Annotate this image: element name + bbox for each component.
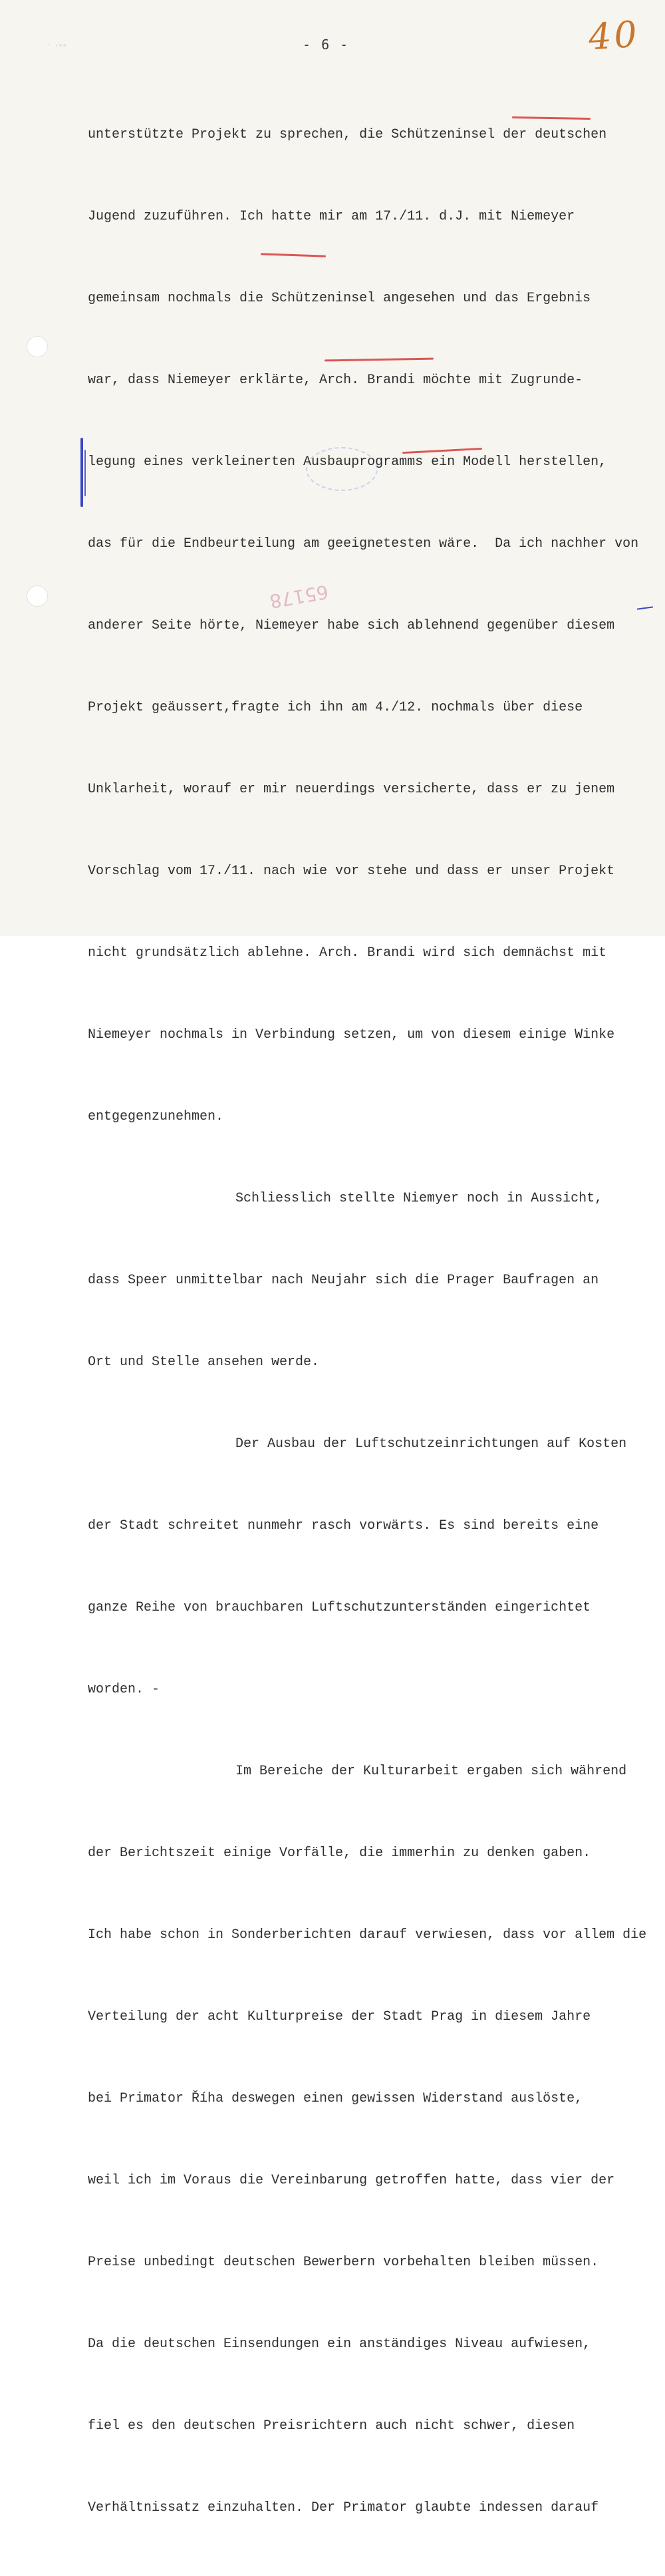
- text-line: bei Primator Říha deswegen einen gewissen Widerstand auslöste,: [88, 2091, 583, 2106]
- text-line: worden. -: [88, 1682, 160, 1697]
- text-line: Vorschlag vom 17./11. nach wie vor stehe und dass er unser Projekt: [88, 864, 615, 879]
- text-line: Verhältnissatz einzuhalten. Der Primator glaubte indessen darauf: [88, 2500, 599, 2515]
- stamp-number: 65178: [267, 580, 331, 613]
- text-line: Verteilung der acht Kulturpreise der Stadt Prag in diesem Jahre: [88, 2009, 591, 2024]
- text-line: entgegenzunehmen.: [88, 1109, 224, 1124]
- text-line: Unklarheit, worauf er mir neuerdings versicherte, dass er zu jenem: [88, 782, 615, 797]
- text-line-indented: Im Bereiche der Kulturarbeit ergaben sich während: [235, 1764, 627, 1779]
- text-line: Projekt geäussert,fragte ich ihn am 4./12. nochmals über diese: [88, 700, 583, 715]
- text-line: Da die deutschen Einsendungen ein anständiges Niveau aufwiesen,: [88, 2336, 591, 2352]
- blue-margin-mark: [80, 438, 83, 507]
- punch-hole-top: [27, 336, 48, 357]
- text-line: legung eines verkleinerten Ausbauprogramms ein Modell herstellen,: [88, 454, 607, 470]
- text-line-indented: Der Ausbau der Luftschutzeinrichtungen auf Kosten: [235, 1436, 627, 1452]
- text-line: Ich habe schon in Sonderberichten darauf verwiesen, dass vor allem die: [88, 1927, 647, 1943]
- text-line: unterstützte Projekt zu sprechen, die Schützeninsel der deutschen: [88, 127, 607, 142]
- text-line: gemeinsam nochmals die Schützeninsel angesehen und das Ergebnis: [88, 291, 591, 306]
- folio-number: 40: [587, 13, 641, 59]
- text-line-indented: Schliesslich stellte Niemyer noch in Aussicht,: [235, 1191, 603, 1206]
- text-line: anderer Seite hörte, Niemeyer habe sich ablehnend gegenüber diesem: [88, 618, 615, 633]
- text-line: Preise unbedingt deutschen Bewerbern vorbehalten bleiben müssen.: [88, 2255, 599, 2270]
- text-line: Jugend zuzuführen. Ich hatte mir am 17./11. d.J. mit Niemeyer: [88, 209, 575, 224]
- page-number: - 6 -: [303, 37, 350, 53]
- text-line: der Stadt schreitet nunmehr rasch vorwärts. Es sind bereits eine: [88, 1518, 599, 1533]
- text-line: der Berichtszeit einige Vorfälle, die immerhin zu denken gaben.: [88, 1846, 591, 1861]
- blue-margin-mark-secondary: [84, 450, 86, 496]
- text-line: fiel es den deutschen Preisrichtern auch nicht schwer, diesen: [88, 2418, 575, 2434]
- text-line: Ort und Stelle ansehen werde.: [88, 1355, 320, 1370]
- text-line: weil ich im Voraus die Vereinbarung getroffen hatte, dass vier der: [88, 2173, 615, 2188]
- text-line: nicht grundsätzlich ablehne. Arch. Brandi wird sich demnächst mit: [88, 945, 607, 961]
- text-line: Niemeyer nochmals in Verbindung setzen, um von diesem einige Winke: [88, 1027, 615, 1043]
- typed-body-text: [88, 67, 660, 2576]
- margin-ticks: - ₍₀₀: [47, 41, 67, 49]
- text-line: war, dass Niemeyer erklärte, Arch. Brandi möchte mit Zugrunde-: [88, 373, 583, 388]
- text-line: ganze Reihe von brauchbaren Luftschutzunterständen eingerichtet: [88, 1600, 591, 1615]
- text-line: das für die Endbeurteilung am geeignetesten wäre. Da ich nachher von: [88, 536, 639, 552]
- punch-hole-bottom: [27, 585, 48, 607]
- text-line: dass Speer unmittelbar nach Neujahr sich die Prager Baufragen an: [88, 1273, 599, 1288]
